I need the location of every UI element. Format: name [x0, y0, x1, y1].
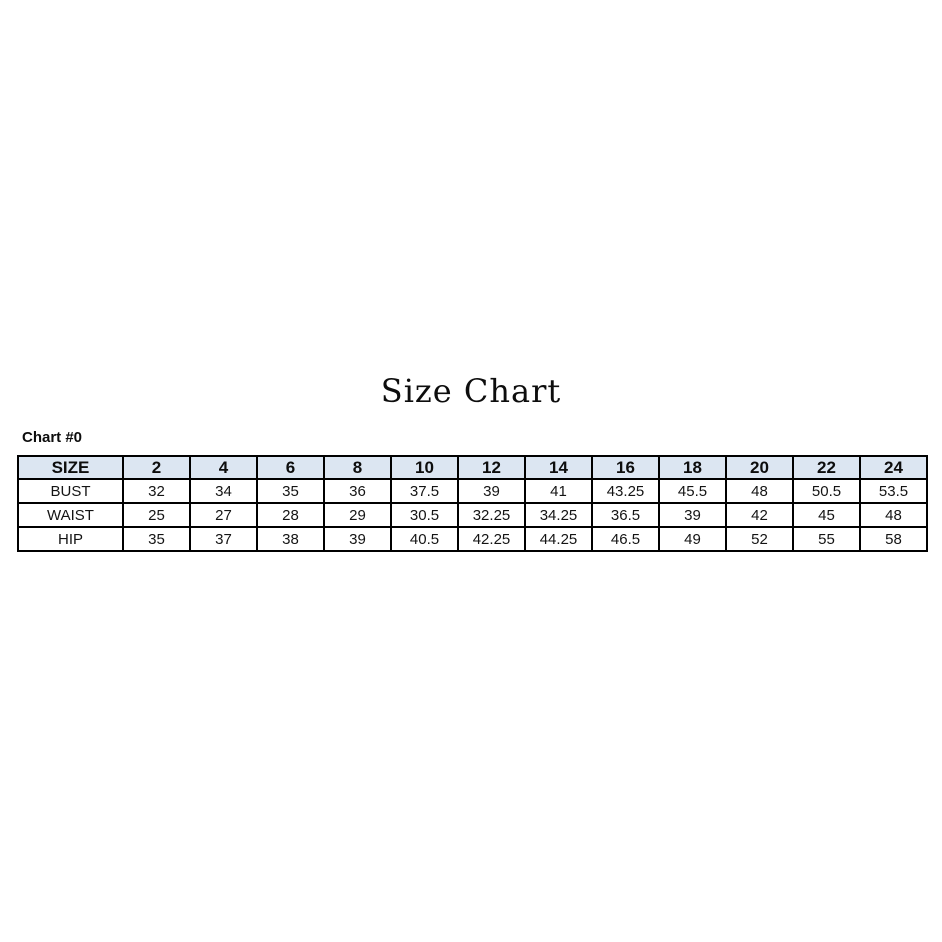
table-cell: 44.25 [525, 527, 592, 551]
column-header-22: 22 [793, 456, 860, 479]
table-cell: 39 [458, 479, 525, 503]
column-header-20: 20 [726, 456, 793, 479]
size-chart-table [17, 455, 928, 552]
table-cell: 34.25 [525, 503, 592, 527]
page-title: Size Chart [380, 372, 562, 410]
column-header-18: 18 [659, 456, 726, 479]
column-header-12: 12 [458, 456, 525, 479]
table-cell: 48 [860, 503, 927, 527]
table-cell: 27 [190, 503, 257, 527]
table-cell: 40.5 [391, 527, 458, 551]
table-cell: 35 [123, 527, 190, 551]
table-cell: 45 [793, 503, 860, 527]
table-cell: 42 [726, 503, 793, 527]
table-cell: 37 [190, 527, 257, 551]
chart-label: Chart #0 [22, 429, 83, 446]
table-cell: 39 [659, 503, 726, 527]
table-cell: 35 [257, 479, 324, 503]
table-cell: 38 [257, 527, 324, 551]
table-cell: 41 [525, 479, 592, 503]
table-cell: 49 [659, 527, 726, 551]
column-header-6: 6 [257, 456, 324, 479]
table-cell: 52 [726, 527, 793, 551]
table-cell: 28 [257, 503, 324, 527]
column-header-24: 24 [860, 456, 927, 479]
column-header-14: 14 [525, 456, 592, 479]
table-cell: 30.5 [391, 503, 458, 527]
table-cell: 53.5 [860, 479, 927, 503]
column-header-8: 8 [324, 456, 391, 479]
row-label: BUST [18, 479, 123, 503]
column-header-size: SIZE [18, 456, 123, 479]
table-cell: 43.25 [592, 479, 659, 503]
table-cell: 25 [123, 503, 190, 527]
table-cell: 58 [860, 527, 927, 551]
table-cell: 36.5 [592, 503, 659, 527]
table-cell: 42.25 [458, 527, 525, 551]
row-label: WAIST [18, 503, 123, 527]
table-cell: 32.25 [458, 503, 525, 527]
column-header-2: 2 [123, 456, 190, 479]
table-cell: 37.5 [391, 479, 458, 503]
table-cell: 29 [324, 503, 391, 527]
table-cell: 45.5 [659, 479, 726, 503]
table-cell: 36 [324, 479, 391, 503]
table-cell: 39 [324, 527, 391, 551]
table-cell: 50.5 [793, 479, 860, 503]
table-row-hip [18, 527, 927, 551]
header-row [18, 456, 927, 479]
table-cell: 55 [793, 527, 860, 551]
table-cell: 32 [123, 479, 190, 503]
table-row-waist [18, 503, 927, 527]
size-chart-table-body [18, 479, 927, 551]
table-cell: 48 [726, 479, 793, 503]
table-cell: 46.5 [592, 527, 659, 551]
size-chart-table-header [18, 456, 927, 479]
column-header-4: 4 [190, 456, 257, 479]
column-header-10: 10 [391, 456, 458, 479]
column-header-16: 16 [592, 456, 659, 479]
table-cell: 34 [190, 479, 257, 503]
row-label: HIP [18, 527, 123, 551]
table-row-bust [18, 479, 927, 503]
